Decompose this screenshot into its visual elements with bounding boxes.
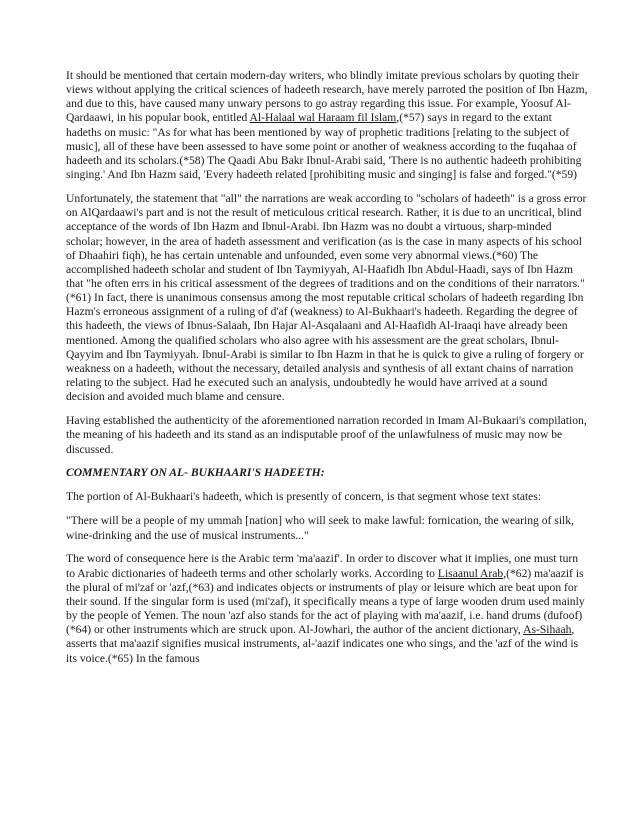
paragraph-hadeeth-portion: The portion of Al-Bukhaari's hadeeth, which is presently of concern, is that segment whose text states: — [66, 490, 542, 504]
paragraph-hadeeth-quote: "There will be a people of my ummah [nation] who will seek to make lawful: fornication, the wearing of silk, wine-drinking and the use of musical instruments..." — [66, 514, 574, 542]
text: ,(*57) says in regard to the extant hadeths on music: "As for what has been mentioned by way of prophetic traditions [relating to the subject of music], all of these have been assessed to have some point or another of weakness according to the fuqahaa of hadeeth and its scholars.(*58) The Qaadi Abu Bakr Ibnul-Arabi said, 'There is no authentic hadeeth prohibiting singing.' And Ibn Hazm said, 'Every hadeeth related [prohibiting music and singing] is false and forged."(*59) — [66, 111, 582, 182]
book-title-lisaanul-arab: Lisaanul Arab — [437, 566, 504, 580]
text: ,(*62) ma'aazif is the plural of mi'zaf or 'azf,(*63) and indicates objects or instruments of play or leisure which are beat upon for their sound. If the singular form is used (mi'zaf), it specifically means a type of large wooden drum used mainly by the people of Yemen. The noun 'azf also stands for the act of playing with ma'aazif, i.e. hand drums (dufoof)(*64) or other instruments which are struck upon. Al-Jowhari, the author of the ancient dictionary, — [66, 566, 585, 637]
text: , asserts that ma'aazif signifies musical instruments, al-'aazif indicates one who sings, and the 'azf of the wind is its voice.(*65) In the famous — [66, 623, 579, 665]
book-title-as-sihaah: As-Sihaah — [523, 623, 572, 637]
paragraph-qardaawi-quote — [66, 69, 588, 182]
paragraph-authenticity: Having established the authenticity of the aforementioned narration recorded in Imam Al-Bukaari's compilation, the meaning of his hadeeth and its stand as an indisputable proof of the unlawfulness of music may now be discussed. — [66, 414, 587, 456]
paragraph-maaazif-definition — [66, 552, 588, 665]
book-title-al-halaal: Al-Halaal wal Haraam fil Islam — [249, 111, 397, 125]
text: The word of consequence here is the Arabic term 'ma'aazif'. In order to discover what it implies, one must turn to Arabic dictionaries of hadeeth terms and other scholarly works. According to — [66, 552, 579, 580]
section-heading-commentary: COMMENTARY ON AL- BUKHAARI'S HADEETH: — [66, 466, 325, 480]
paragraph-ibn-hazm-critique: Unfortunately, the statement that "all" the narrations are weak according to "scholars of hadeeth" is a gross error on AlQardaawi's part and is not the result of meticulous critical research. Rather, it is due to an uncritical, blind acceptance of the words of Ibn Hazm and Ibnul-Arabi. Ibn Hazm was no doubt a virtuous, sharp-minded scholar; however, in the area of hadeth assessment and verification (as is the case in many aspects of his school of Dhaahiri fiqh), he has certain untenable and unfounded, even some very abnormal views.(*60) The accomplished hadeeth scholar and student of Ibn Taymiyyah, Al-Haafidh Ibn Abdul-Haadi, says of Ibn Hazm that "he often errs in his critical assessment of the degrees of traditions and on the conditions of their narrators."(*61) In fact, there is unanimous consensus among the most reputable critical scholars of hadeeth regarding Ibn Hazm's erroneous assignment of a ruling of d'af (weakness) to Al-Bukhaari's hadeeth. Regarding the degree of this hadeeth, the views of Ibnus-Salaah, Ibn Hajar Al-Asqalaani and Al-Haafidh Al-Iraaqi have already been mentioned. Among the qualified scholars who also agree with his assessment are the great scholars, Ibnul-Qayyim and Ibn Taymiyyah. Ibnul-Arabi is similar to Ibn Hazm in that he is quick to give a ruling of forgery or weakness on a hadeeth, without the necessary, detailed analysis and synthesis of all extant chains of narration relating to the subject. Had he executed such an analysis, undoubtedly he would have arrived at a sound decision and avoided much blame and censure. — [66, 192, 587, 404]
text: It should be mentioned that certain modern-day writers, who blindly imitate previous scholars by quoting their views without applying the critical sciences of hadeeth research, have merely parroted the position of Ibn Hazm, and due to this, have caused many unwary persons to go astray regarding this issue. For example, Yoosuf Al-Qardaawi, in his popular book, entitled — [66, 69, 588, 125]
